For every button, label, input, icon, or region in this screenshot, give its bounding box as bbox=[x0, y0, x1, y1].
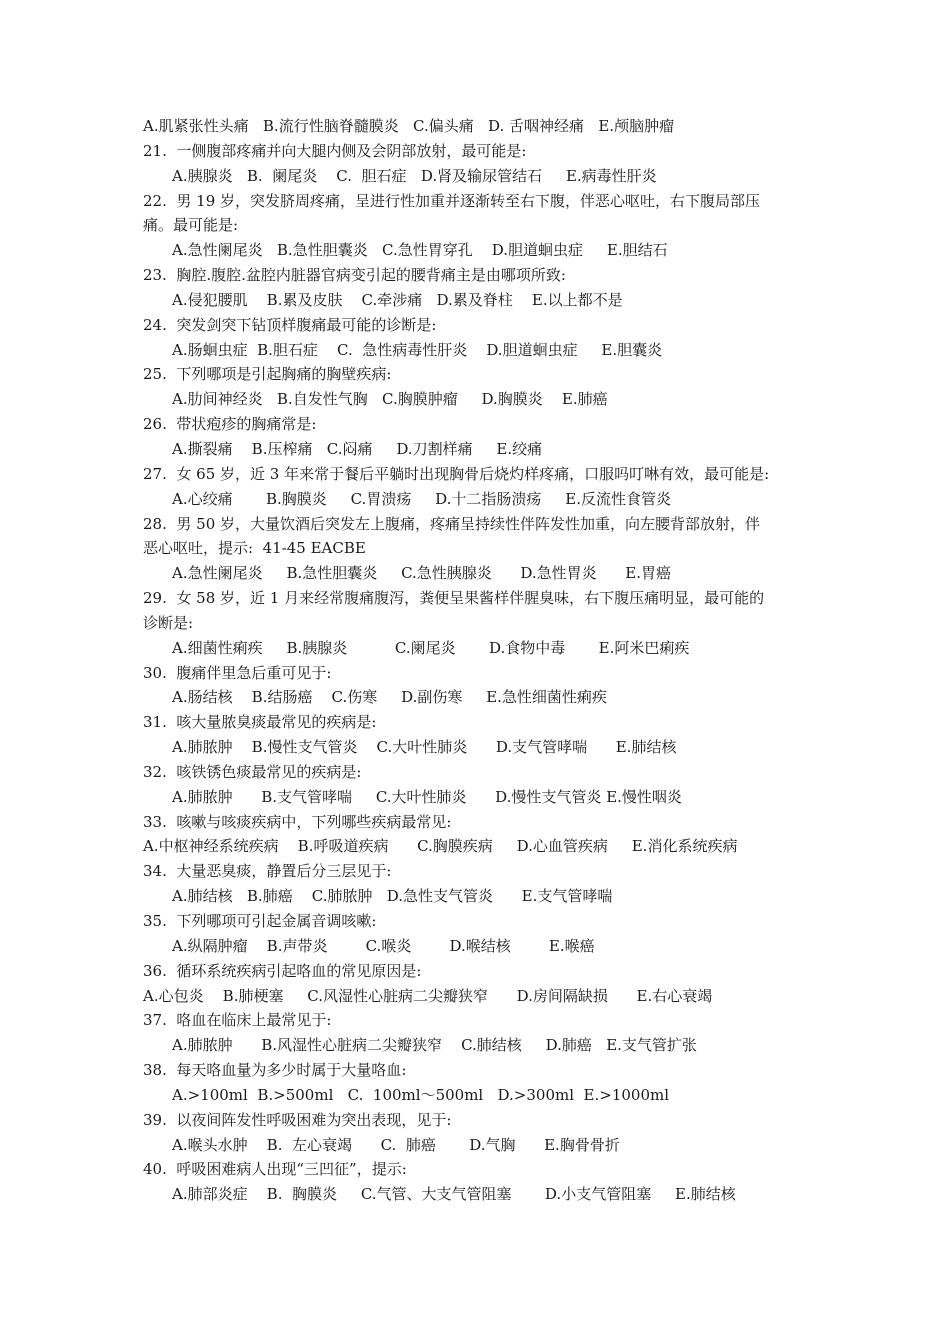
question-line: 39. 以夜间阵发性呼吸困难为突出表现，见于: bbox=[143, 1110, 452, 1129]
question-line: 26. 带状疱疹的胸痛常是: bbox=[143, 415, 317, 434]
option-line: A.肺脓肿 B.风湿性心脏病二尖瓣狭窄 C.肺结核 D.肺癌 E.支气管扩张 bbox=[172, 1036, 697, 1055]
question-line: 恶心呕吐，提示: 41-45 EACBE bbox=[143, 539, 366, 558]
question-line: 33. 咳嗽与咳痰疾病中，下列哪些疾病最常见: bbox=[143, 812, 452, 831]
question-line: 36. 循环系统疾病引起咯血的常见原因是: bbox=[143, 961, 422, 980]
question-line: 35. 下列哪项可引起金属音调咳嗽: bbox=[143, 912, 377, 930]
option-line: A.急性阑尾炎 B.急性胆囊炎 C.急性胃穿孔 D.胆道蛔虫症 E.胆结石 bbox=[172, 241, 668, 260]
question-line: 40. 呼吸困难病人出现“三凹征”，提示: bbox=[143, 1160, 407, 1179]
question-line: 29. 女 58 岁，近 1 月来经常腹痛腹泻，粪便呈果酱样伴腥臭味，右下腹压痛明显，最可能的 bbox=[143, 589, 765, 608]
question-line: A.肌紧张性头痛 B.流行性脑脊髓膜炎 C.偏头痛 D. 舌咽神经痛 E.颅脑肿瘤 bbox=[143, 117, 675, 135]
option-line: A.肺结核 B.肺癌 C.肺脓肿 D.急性支气管炎 E.支气管哮喘 bbox=[172, 887, 613, 906]
question-line: 23. 胸腔.腹腔.盆腔内脏器官病变引起的腰背痛主是由哪项所致: bbox=[143, 266, 566, 285]
question-line: 22. 男 19 岁，突发脐周疼痛，呈进行性加重并逐渐转至右下腹，伴恶心呕吐，右下腹局部压 bbox=[143, 191, 761, 210]
option-line: A.心绞痛 B.胸膜炎 C.胃溃疡 D.十二指肠溃疡 E.反流性食管炎 bbox=[172, 489, 671, 508]
option-line: A.纵隔肿瘤 B.声带炎 C.喉炎 D.喉结核 E.喉癌 bbox=[172, 936, 595, 955]
question-line: 痛。最可能是: bbox=[143, 216, 239, 235]
document-page bbox=[0, 114, 950, 1207]
option-line: A.肋间神经炎 B.自发性气胸 C.胸膜肿瘤 D.胸膜炎 E.肺癌 bbox=[172, 390, 608, 409]
option-line: A.侵犯腰肌 B.累及皮肤 C.牵涉痛 D.累及脊柱 E.以上都不是 bbox=[172, 290, 623, 309]
option-line: A.肺脓肿 B.慢性支气管炎 C.大叶性肺炎 D.支气管哮喘 E.肺结核 bbox=[172, 738, 677, 757]
question-line: 27. 女 65 岁，近 3 年来常于餐后平躺时出现胸骨后烧灼样疼痛，口服吗叮啉有效，最可能是: bbox=[143, 464, 770, 483]
question-line: 24. 突发剑突下钻顶样腹痛最可能的诊断是: bbox=[143, 315, 437, 334]
option-line: A.肺部炎症 B. 胸膜炎 C.气管、大支气管阻塞 D.小支气管阻塞 E.肺结核 bbox=[172, 1185, 736, 1204]
question-line: 38. 每天咯血量为多少时属于大量咯血: bbox=[143, 1061, 407, 1080]
question-line: 25. 下列哪项是引起胸痛的胸壁疾病: bbox=[143, 365, 392, 384]
question-line: 30. 腹痛伴里急后重可见于: bbox=[143, 663, 332, 682]
question-line: 37. 咯血在临床上最常见于: bbox=[143, 1011, 332, 1030]
option-line: A.>100ml B.>500ml C. 100ml～500ml D.>300ml E.>1000ml bbox=[172, 1085, 670, 1104]
option-line: A.肠蛔虫症 B.胆石症 C. 急性病毒性肝炎 D.胆道蛔虫症 E.胆囊炎 bbox=[172, 340, 663, 359]
question-line: 21. 一侧腹部疼痛并向大腿内侧及会阴部放射，最可能是: bbox=[143, 141, 527, 160]
question-line: 34. 大量恶臭痰，静置后分三层见于: bbox=[143, 862, 392, 881]
question-line: 诊断是: bbox=[143, 613, 194, 632]
question-line: 28. 男 50 岁，大量饮酒后突发左上腹痛，疼痛呈持续性伴阵发性加重，向左腰背部放射，伴 bbox=[143, 514, 761, 533]
question-line: A.心包炎 B.肺梗塞 C.风湿性心脏病二尖瓣狭窄 D.房间隔缺损 E.右心衰竭 bbox=[143, 986, 713, 1005]
option-line: A.肠结核 B.结肠癌 C.伤寒 D.副伤寒 E.急性细菌性痢疾 bbox=[172, 688, 607, 707]
option-line: A.急性阑尾炎 B.急性胆囊炎 C.急性胰腺炎 D.急性胃炎 E.胃癌 bbox=[172, 564, 671, 583]
option-line: A.喉头水肿 B. 左心衰竭 C. 肺癌 D.气胸 E.胸骨骨折 bbox=[172, 1135, 620, 1154]
question-line: 32. 咳铁锈色痰最常见的疾病是: bbox=[143, 762, 362, 781]
question-line: 31. 咳大量脓臭痰最常见的疾病是: bbox=[143, 713, 377, 732]
option-line: A.胰腺炎 B. 阑尾炎 C. 胆石症 D.肾及输尿管结石 E.病毒性肝炎 bbox=[172, 166, 657, 185]
question-line: A.中枢神经系统疾病 B.呼吸道疾病 C.胸膜疾病 D.心血管疾病 E.消化系统疾病 bbox=[143, 837, 738, 856]
option-line: A.细菌性痢疾 B.胰腺炎 C.阑尾炎 D.食物中毒 E.阿米巴痢疾 bbox=[172, 638, 690, 657]
option-line: A.撕裂痛 B.压榨痛 C.闷痛 D.刀割样痛 E.绞痛 bbox=[172, 439, 543, 458]
option-line: A.肺脓肿 B.支气管哮喘 C.大叶性肺炎 D.慢性支气管炎 E.慢性咽炎 bbox=[172, 787, 682, 806]
